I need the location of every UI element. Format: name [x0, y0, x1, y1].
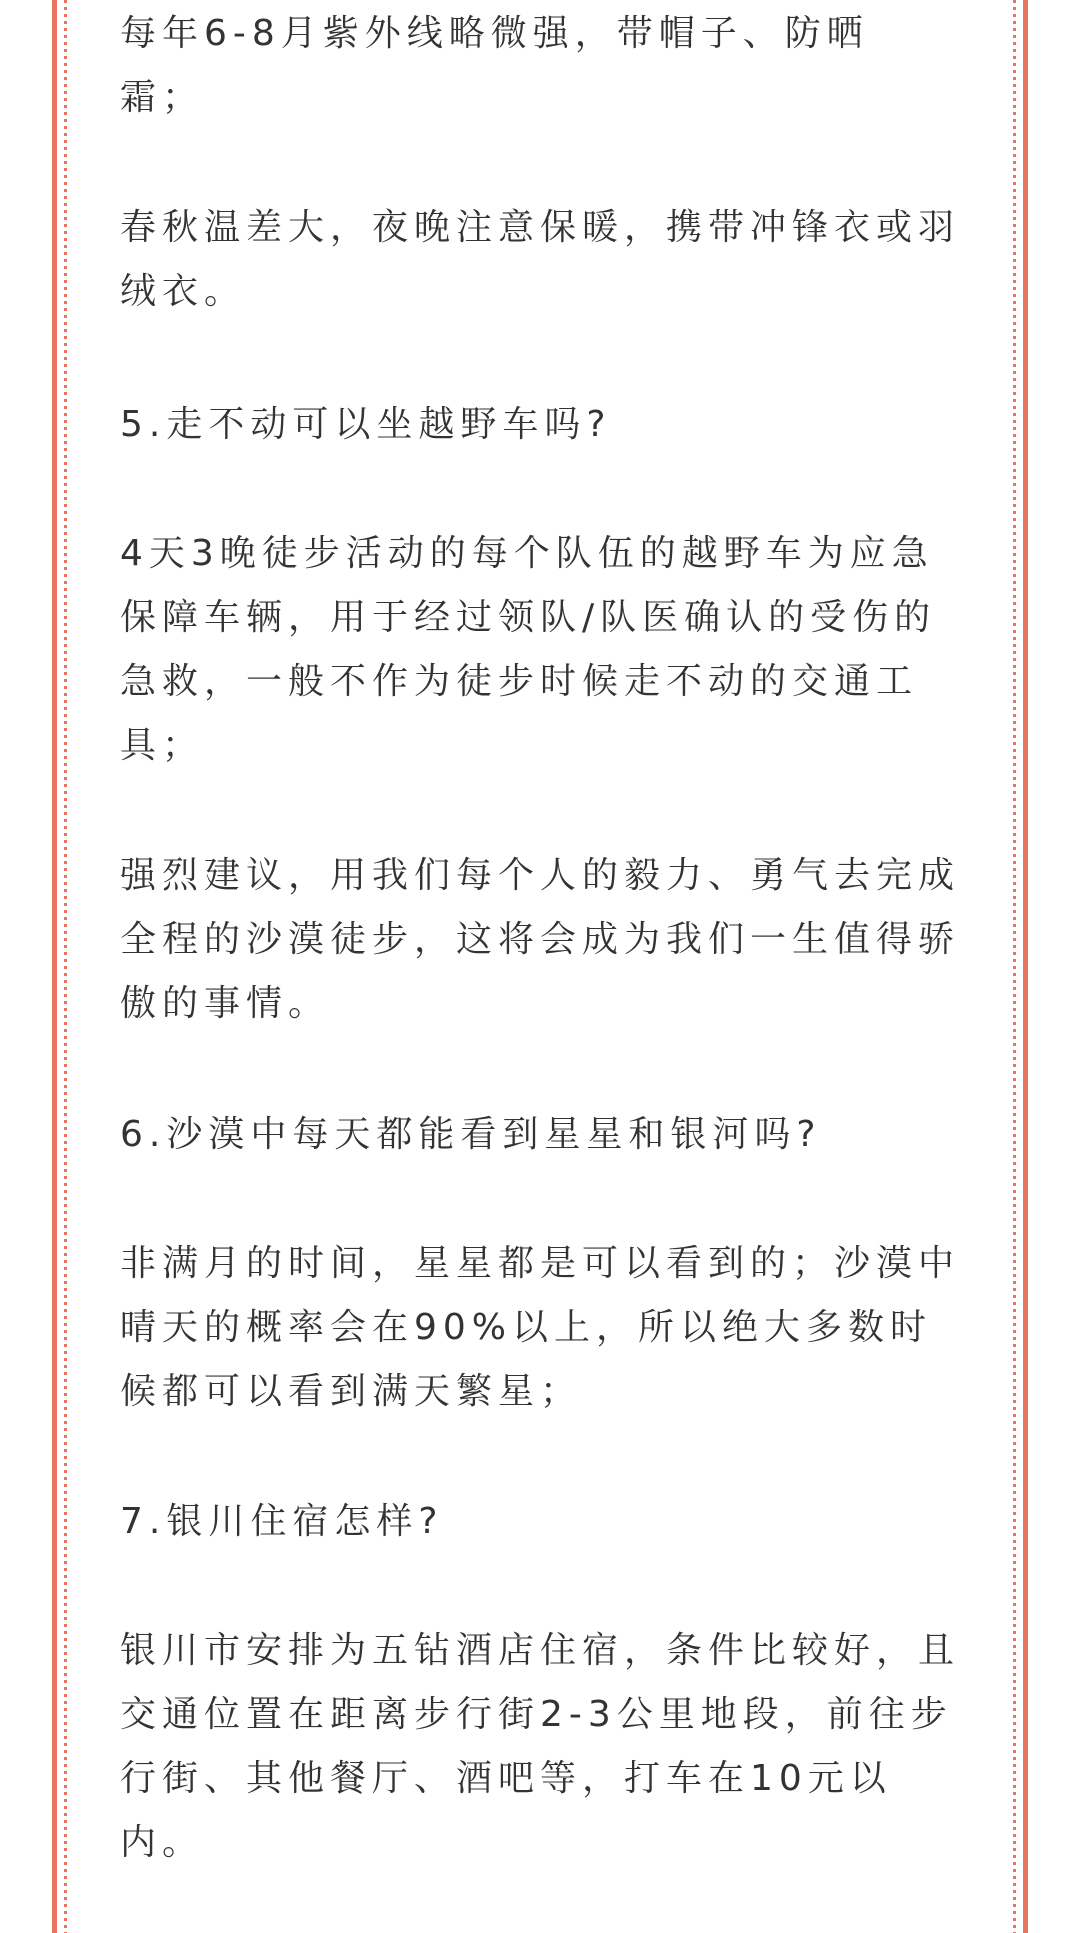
left-border-dotted-line — [64, 0, 67, 1933]
right-border-solid-line — [1023, 0, 1028, 1933]
left-border-solid-line — [52, 0, 57, 1933]
sunscreen-paragraph: 每年6-8月紫外线略微强，带帽子、防晒霜； — [120, 13, 869, 118]
encouragement-paragraph: 强烈建议，用我们每个人的毅力、勇气去完成全程的沙漠徒步，这将会成为我们一生值得骄傲的事情。 — [120, 855, 961, 1024]
left-decorative-border — [52, 0, 70, 1933]
question-7-heading: 7.银川住宿怎样? — [120, 1501, 444, 1542]
offroad-vehicle-paragraph: 4天3晚徒步活动的每个队伍的越野车为应急保障车辆，用于经过领队/队医确认的受伤的急救，一般不作为徒步时候走不动的交通工具； — [120, 533, 937, 766]
stars-paragraph: 非满月的时间，星星都是可以看到的；沙漠中晴天的概率会在90%以上，所以绝大多数时候都可以看到满天繁星； — [120, 1243, 961, 1412]
right-decorative-border — [1010, 0, 1028, 1933]
accommodation-paragraph: 银川市安排为五钻酒店住宿，条件比较好，且交通位置在距离步行街2-3公里地段，前往步行街、其他餐厅、酒吧等，打车在10元以内。 — [120, 1630, 961, 1863]
question-5-heading: 5.走不动可以坐越野车吗? — [120, 404, 612, 445]
right-border-dotted-line — [1013, 0, 1016, 1933]
question-6-heading: 6.沙漠中每天都能看到星星和银河吗? — [120, 1114, 822, 1155]
clothing-paragraph: 春秋温差大，夜晚注意保暖，携带冲锋衣或羽绒衣。 — [120, 207, 961, 312]
